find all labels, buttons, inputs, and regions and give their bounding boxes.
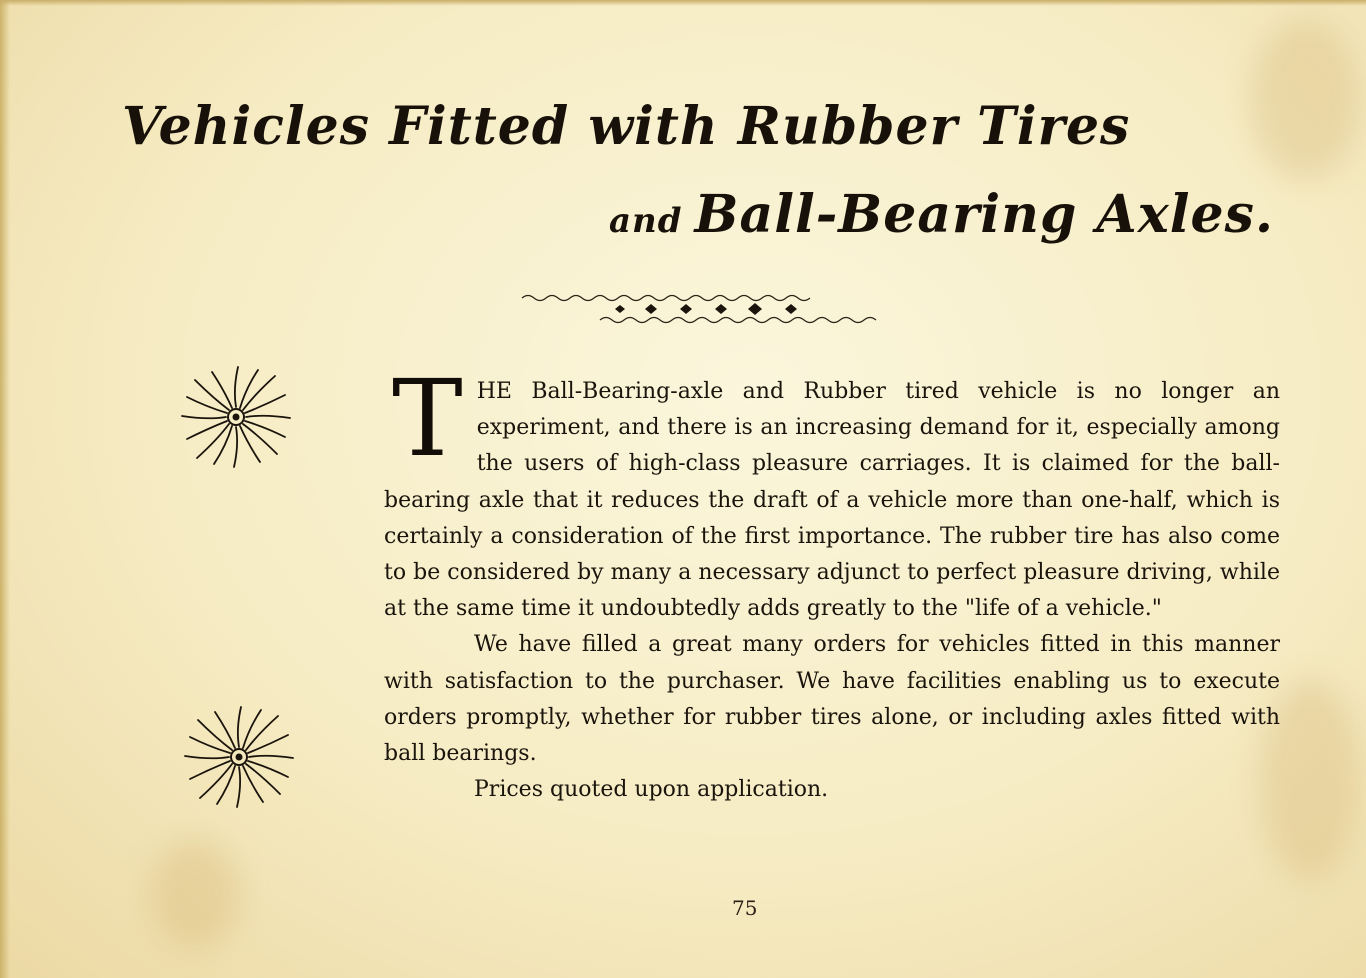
- paper-stain: [150, 840, 240, 950]
- title-ball-bearing-axles: Ball-Bearing Axles.: [694, 184, 1274, 245]
- body-text: [384, 357, 1280, 808]
- sunburst-icon: [180, 362, 292, 472]
- paper-stain: [1250, 20, 1360, 180]
- paragraph-1-text: HE Ball-Bearing-axle and Rubber tired vehicle is no longer an experiment, and there is an increasing demand for it, especially among the users of high-class pleasure carriages. It is claimed for the ball-bearing axle that it reduces the draft of a vehicle more than one-half, which is certainly a consideration of the first importance. The rubber tire has also come to be considered by many a necessary adjunct to perfect pleasure driving, while at the same time it undoubtedly adds greatly to the "life of a vehicle.": [384, 379, 1280, 622]
- sunburst-icon: [183, 702, 295, 812]
- paragraph-1: [384, 357, 1280, 627]
- title-and-word: and: [609, 201, 683, 241]
- paragraph-3: Prices quoted upon application.: [474, 777, 829, 803]
- page-title-line-1: Vehicles Fitted with Rubber Tires: [122, 96, 1131, 157]
- page-number: 75: [732, 896, 758, 920]
- page-left-edge: [0, 0, 10, 978]
- drop-cap: T: [392, 357, 463, 480]
- paragraph-2: We have filled a great many orders for vehicles fitted in this manner with satisfaction to the purchaser. We have facilities enabling us to execute orders promptly, whether for rubber tires alone, or including axles fitted with ball bearings.: [384, 632, 1280, 767]
- page-top-edge: [0, 0, 1366, 6]
- wavy-diamond-divider-icon: [520, 288, 890, 328]
- page-title-line-2: [609, 184, 1274, 245]
